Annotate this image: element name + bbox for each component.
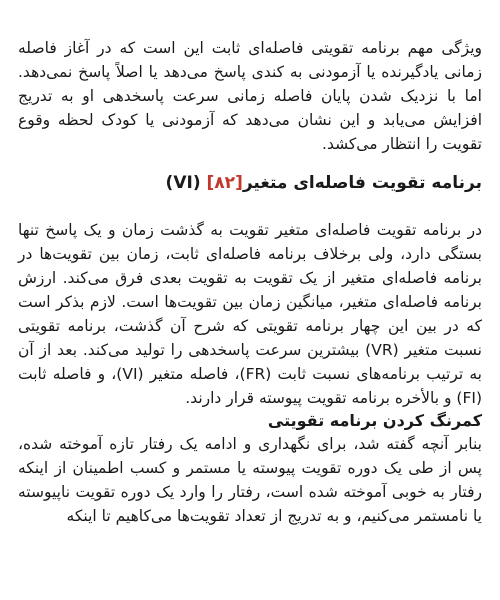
heading-abbreviation: (VI): [165, 173, 201, 193]
paragraph-fixed-interval: ویژگی مهم برنامه تقویتی فاصله‌ای ثابت این است که در آغاز فاصله زمانی یادگیرنده یا آزمودنی به کندی پاسخ می‌دهد یا اصلاً پاسخ نمی‌دهد. اما با نزدیک شدن پایان فاصله زمانی سرعت پاسخدهی او به تدریج افزایش می‌یابد و این نشان می‌دهد که آزمودنی یا کودک لحظه وقوع تقویت را انتظار می‌کشد.: [18, 39, 482, 153]
section-heading-fading: کمرنگ کردن برنامه تقویتی: [267, 411, 482, 430]
heading-title: برنامه تقویت فاصله‌ای متغیر: [242, 173, 482, 193]
section-heading-variable-interval: [18, 170, 482, 196]
paragraph-fading: بنابر آنچه گفته شد، برای نگهداری و ادامه یک رفتار تازه آموخته شده، پس از طی یک دوره تقویت پیوسته یا مستمر و کسب اطمینان از اینکه رفتار به خوبی آموخته شده است، رفتار را وارد یک دوره تقویت ناپیوسته یا نامستمر می‌کنیم، و به تدریج از تعداد تقویت‌ها می‌کاهیم تا اینکه: [18, 435, 482, 525]
paragraph-variable-interval: در برنامه تقویت فاصله‌ای متغیر تقویت به گذشت زمان و یک پاسخ تنها بستگی دارد، ولی برخلاف برنامه فاصله‌ای ثابت، زمان بین تقویت‌ها در برنامه فاصله‌ای متغیر از یک تقویت به تقویت بعدی فرق می‌کند. ارزش برنامه فاصله‌ای متغیر، میانگین زمان بین تقویت‌ها است. لازم بذکر است که در بین این چهار برنامه تقویتی که شرح آن گذشت، برنامه تقویتی نسبت متغیر (VR) بیشترین سرعت پاسخدهی را تولید می‌کند. بعد از آن به ترتیب برنامه‌های نسبت ثابت (FR)، فاصله متغیر (VI)، و فاصله ثابت (FI) و بالأخره برنامه تقویت پیوسته قرار دارند.: [18, 221, 482, 407]
citation-ref[interactable]: [۸۲]: [206, 173, 243, 193]
